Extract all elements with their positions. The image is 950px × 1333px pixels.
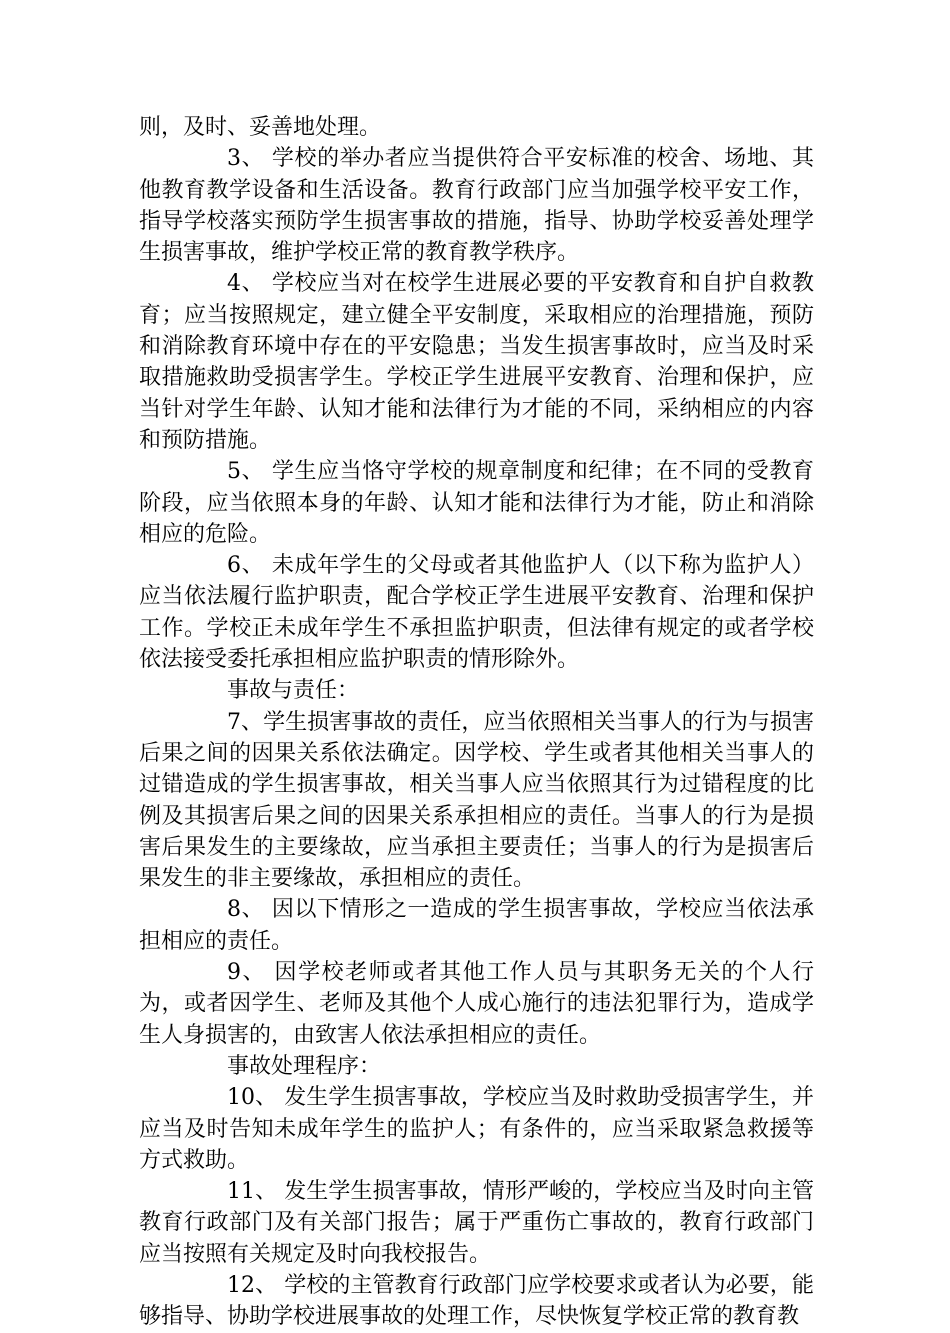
document-page: [139, 112, 814, 1333]
section-heading-accident-responsibility: 事故与责任：: [227, 678, 360, 704]
section-heading-accident-procedure: 事故处理程序：: [227, 1053, 382, 1079]
paragraph-item-6: 6、 未成年学生的父母或者其他监护人（以下称为监护人）应当依法履行监护职责，配合学校正学生进展平安教育、治理和保护工作。学校正未成年学生不承担监护职责，但法律有规定的或者学校依法接受委托承担相应监护职责的情形除外。: [139, 553, 814, 673]
paragraph-item-5: 5、 学生应当恪守学校的规章制度和纪律；在不同的受教育阶段，应当依照本身的年龄、认知才能和法律行为才能，防止和消除相应的危险。: [139, 459, 814, 547]
paragraph-item-4: 4、 学校应当对在校学生进展必要的平安教育和自护自救教育；应当按照规定，建立健全平安制度，采取相应的治理措施，预防和消除教育环境中存在的平安隐患；当发生损害事故时，应当及时采取措施救助受损害学生。学校正学生进展平安教育、治理和保护，应当针对学生年龄、认知才能和法律行为才能的不同，采纳相应的内容和预防措施。: [139, 271, 814, 453]
paragraph-continuation: 则，及时、妥善地处理。: [139, 115, 382, 140]
paragraph-item-8: 8、 因以下情形之一造成的学生损害事故，学校应当依法承担相应的责任。: [139, 897, 814, 954]
paragraph-item-3: 3、 学校的举办者应当提供符合平安标准的校舍、场地、其他教育教学设备和生活设备。教育行政部门应当加强学校平安工作，指导学校落实预防学生损害事故的措施，指导、协助学校妥善处理学生损害事故，维护学校正常的教育教学秩序。: [139, 146, 814, 266]
paragraph-item-10: 10、 发生学生损害事故，学校应当及时救助受损害学生，并应当及时告知未成年学生的监护人；有条件的，应当采取紧急救援等方式救助。: [139, 1085, 814, 1173]
paragraph-item-12: 12、 学校的主管教育行政部门应学校要求或者认为必要，能够指导、协助学校进展事故的处理工作，尽快恢复学校正常的教育教: [139, 1272, 814, 1330]
paragraph-item-11: 11、 发生学生损害事故，情形严峻的，学校应当及时向主管教育行政部门及有关部门报告；属于严重伤亡事故的，教育行政部门应当按照有关规定及时向我校报告。: [139, 1179, 814, 1267]
paragraph-item-7: 7、学生损害事故的责任，应当依照相关当事人的行为与损害后果之间的因果关系依法确定。因学校、学生或者其他相关当事人的过错造成的学生损害事故，相关当事人应当依照其行为过错程度的比例及其损害后果之间的因果关系承担相应的责任。当事人的行为是损害后果发生的主要缘故，应当承担主要责任；当事人的行为是损害后果发生的非主要缘故，承担相应的责任。: [139, 709, 814, 892]
paragraph-item-9: 9、 因学校老师或者其他工作人员与其职务无关的个人行为，或者因学生、老师及其他个人成心施行的违法犯罪行为，造成学生人身损害的，由致害人依法承担相应的责任。: [139, 960, 814, 1048]
